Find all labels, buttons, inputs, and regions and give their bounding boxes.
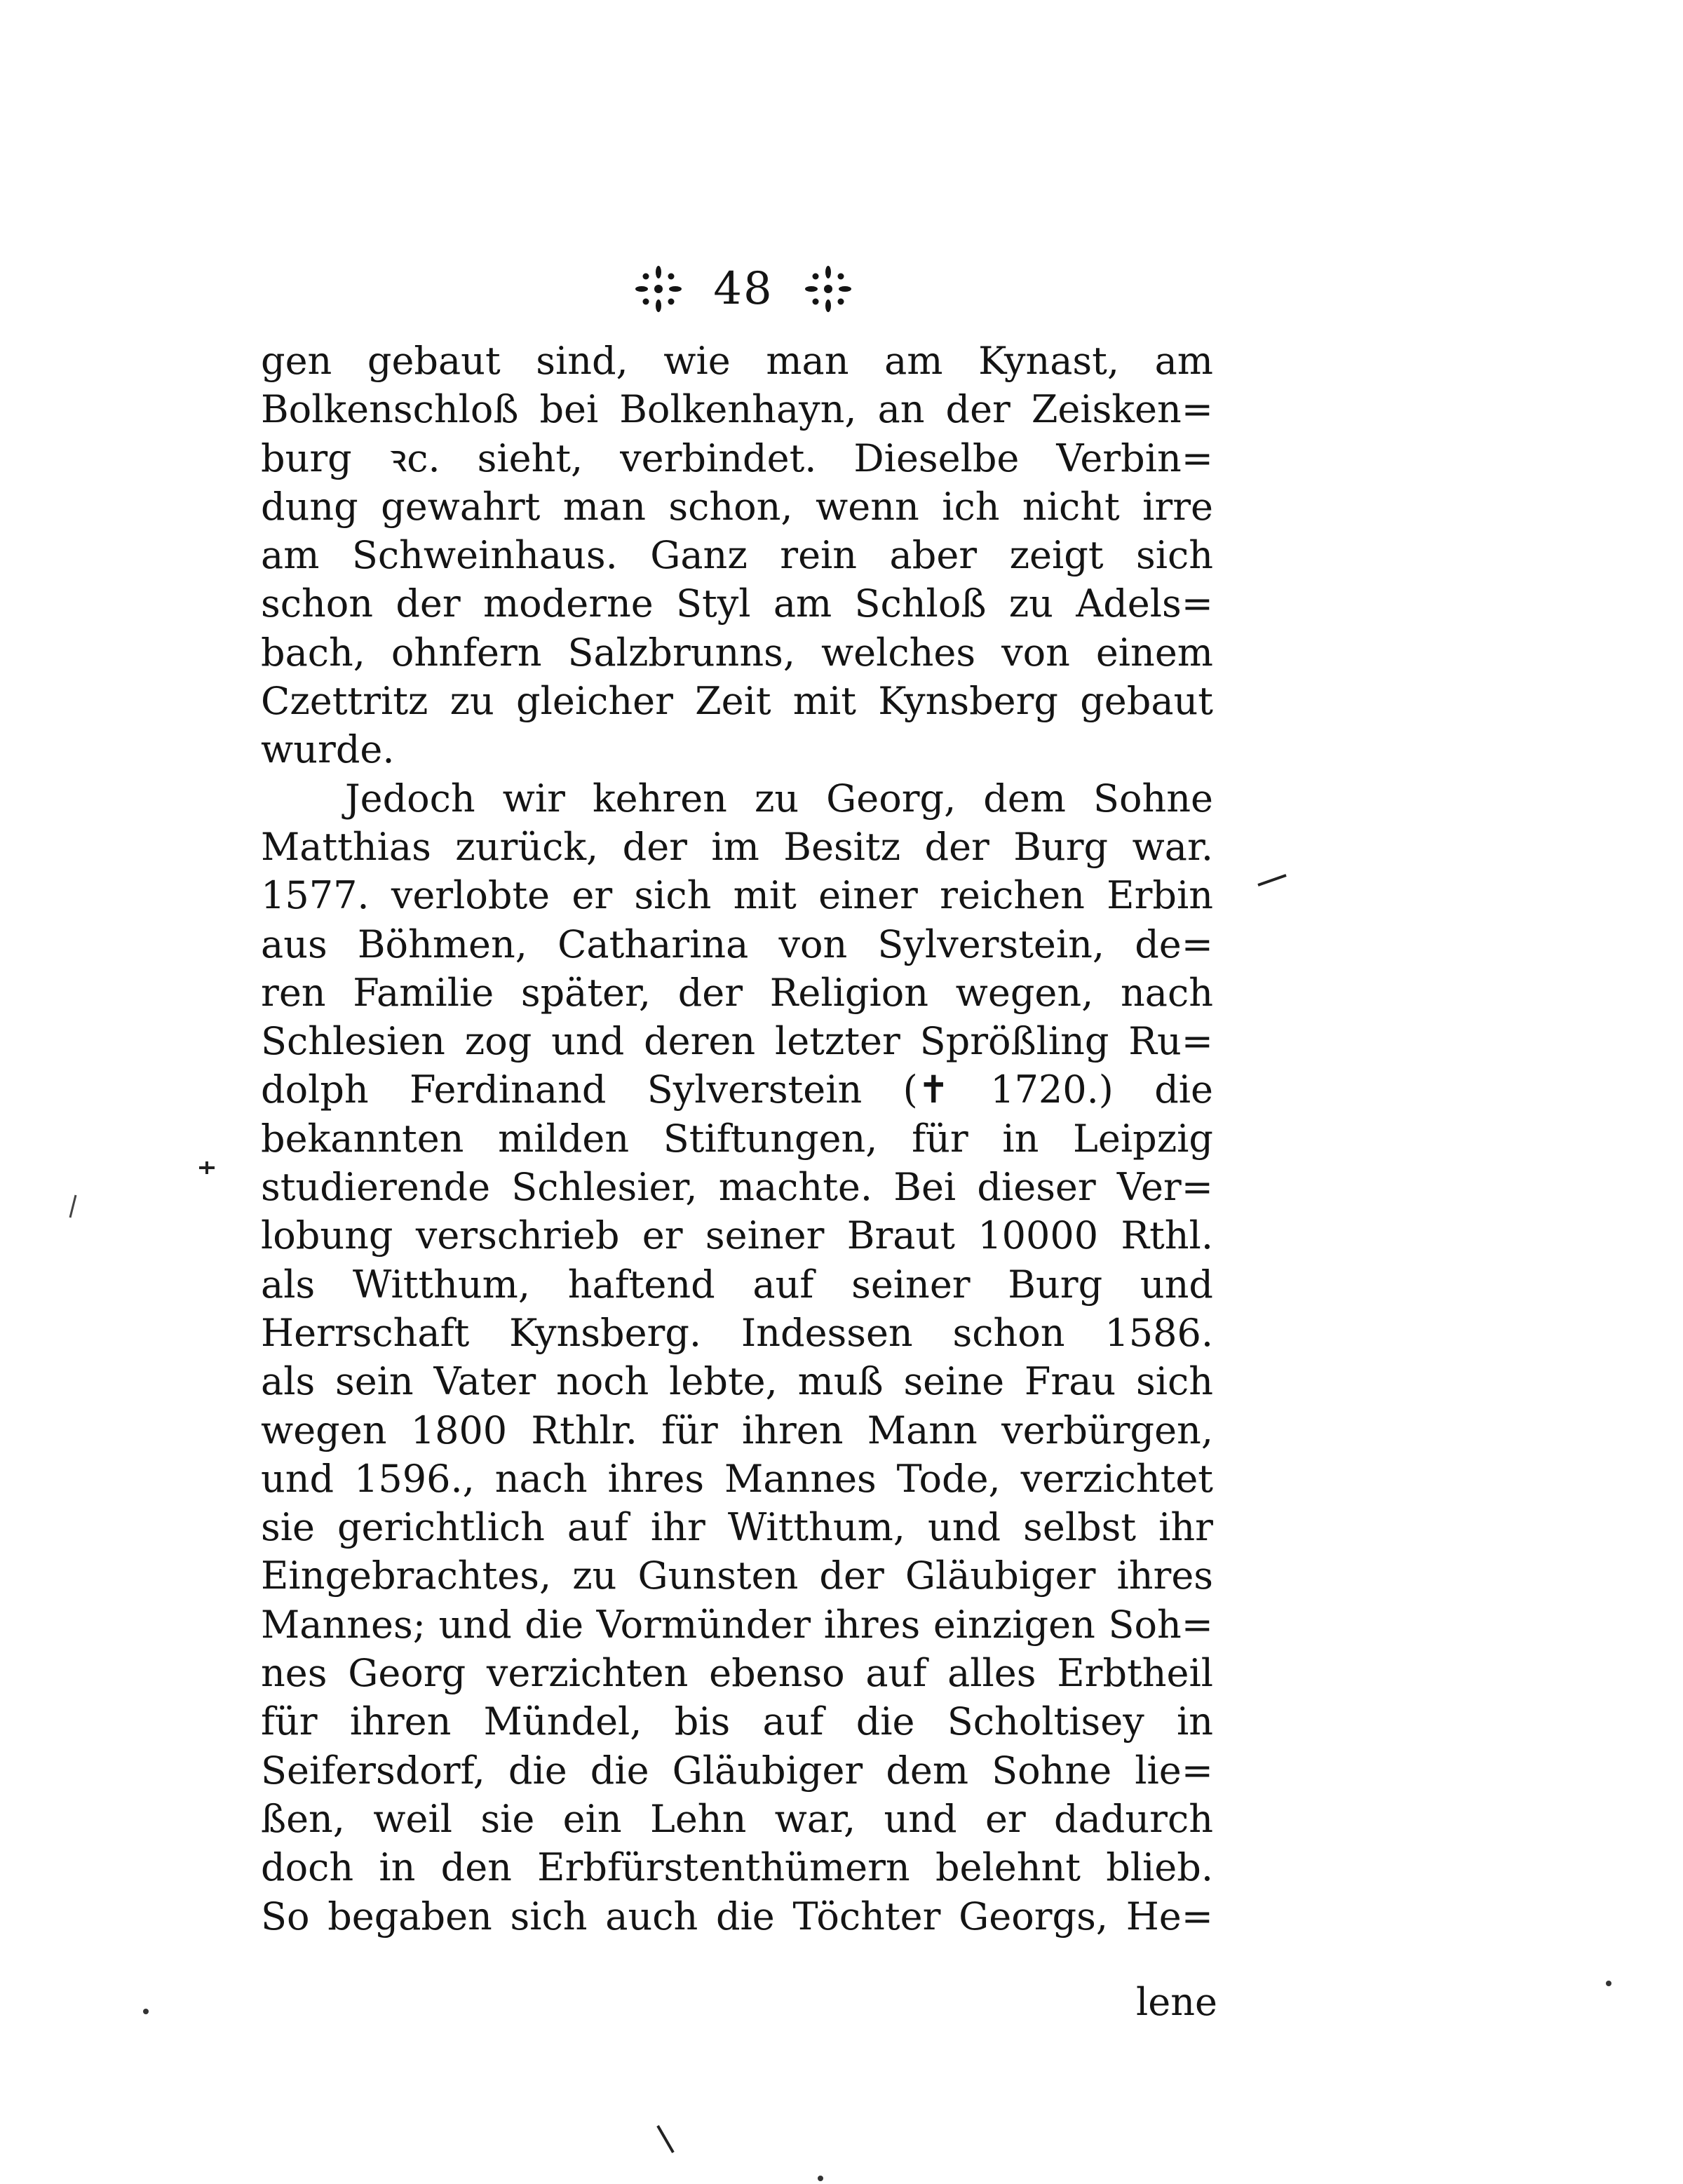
body-text bbox=[261, 337, 1213, 1941]
text-line: am Schweinhaus. Ganz rein aber zeigt sich bbox=[261, 533, 1213, 578]
text-line: Bolkenschloß bei Bolkenhayn, an der Zeisken= bbox=[261, 387, 1213, 432]
text-line: sie gerichtlich auf ihr Witthum, und selbst ihr bbox=[261, 1505, 1213, 1550]
left-ornament-icon bbox=[630, 261, 687, 317]
margin-tick-mark bbox=[65, 1192, 81, 1220]
text-line: bach, ohnfern Salzbrunns, welches von einem bbox=[261, 630, 1213, 675]
text-line: Jedoch wir kehren zu Georg, dem Sohne bbox=[345, 776, 1213, 821]
text-line: studierende Schlesier, machte. Bei dieser Ver= bbox=[261, 1165, 1213, 1210]
text-line: schon der moderne Styl am Schloß zu Adels= bbox=[261, 581, 1213, 626]
margin-speck-mark bbox=[196, 1157, 217, 1178]
text-line: doch in den Erbfürstenthümern belehnt blieb. bbox=[261, 1845, 1213, 1890]
text-line: dung gewahrt man schon, wenn ich nicht irre bbox=[261, 484, 1213, 529]
text-line: dolph Ferdinand Sylverstein (✝ 1720.) die bbox=[261, 1067, 1213, 1112]
margin-dot-mark bbox=[1603, 1978, 1614, 1989]
text-line: ren Familie später, der Religion wegen, nach bbox=[261, 970, 1213, 1015]
text-line: burg ꝛc. sieht, verbindet. Dieselbe Verbin= bbox=[261, 436, 1213, 480]
text-line: bekannten milden Stiftungen, für in Leipzig bbox=[261, 1116, 1213, 1161]
text-line: als Witthum, haftend auf seiner Burg und bbox=[261, 1262, 1213, 1307]
text-line: für ihren Mündel, bis auf die Scholtisey in bbox=[261, 1699, 1213, 1744]
text-line: Herrschaft Kynsberg. Indessen schon 1586. bbox=[261, 1310, 1213, 1355]
text-line: Czettritz zu gleicher Zeit mit Kynsberg gebaut bbox=[261, 679, 1213, 724]
text-line: Eingebrachtes, zu Gunsten der Gläubiger ihres bbox=[261, 1553, 1213, 1598]
text-line: So begaben sich auch die Töchter Georgs, He= bbox=[261, 1894, 1213, 1939]
text-line: ßen, weil sie ein Lehn war, und er dadurch bbox=[261, 1796, 1213, 1841]
right-ornament-icon bbox=[800, 261, 856, 317]
text-line: nes Georg verzichten ebenso auf alles Erbtheil bbox=[261, 1651, 1213, 1696]
bottom-dot-mark bbox=[816, 2174, 825, 2183]
text-line: Matthias zurück, der im Besitz der Burg war. bbox=[261, 824, 1213, 869]
text-line: lobung verschrieb er seiner Braut 10000 Rthl. bbox=[261, 1213, 1213, 1258]
catchword: lene bbox=[1136, 1980, 1217, 2024]
text-line: als sein Vater noch lebte, muß seine Frau sich bbox=[261, 1359, 1213, 1404]
margin-dash-mark bbox=[1255, 870, 1290, 891]
bottom-stroke-mark bbox=[652, 2122, 680, 2157]
text-line: Schlesien zog und deren letzter Sprößling Ru= bbox=[261, 1019, 1213, 1064]
text-line: gen gebaut sind, wie man am Kynast, am bbox=[261, 339, 1213, 383]
page-number: 48 bbox=[713, 263, 773, 315]
text-line: Mannes; und die Vormünder ihres einzigen Soh= bbox=[261, 1602, 1213, 1647]
text-line: 1577. verlobte er sich mit einer reichen Erbin bbox=[261, 873, 1213, 918]
text-line: aus Böhmen, Catharina von Sylverstein, de= bbox=[261, 922, 1213, 966]
text-line: wurde. bbox=[261, 727, 395, 772]
text-line: Seifersdorf, die die Gläubiger dem Sohne lie= bbox=[261, 1748, 1213, 1793]
margin-dot-mark bbox=[140, 2006, 151, 2017]
text-line: und 1596., nach ihres Mannes Tode, verzichtet bbox=[261, 1456, 1213, 1501]
text-line: wegen 1800 Rthlr. für ihren Mann verbürgen, bbox=[261, 1408, 1213, 1452]
page-header bbox=[603, 254, 884, 324]
